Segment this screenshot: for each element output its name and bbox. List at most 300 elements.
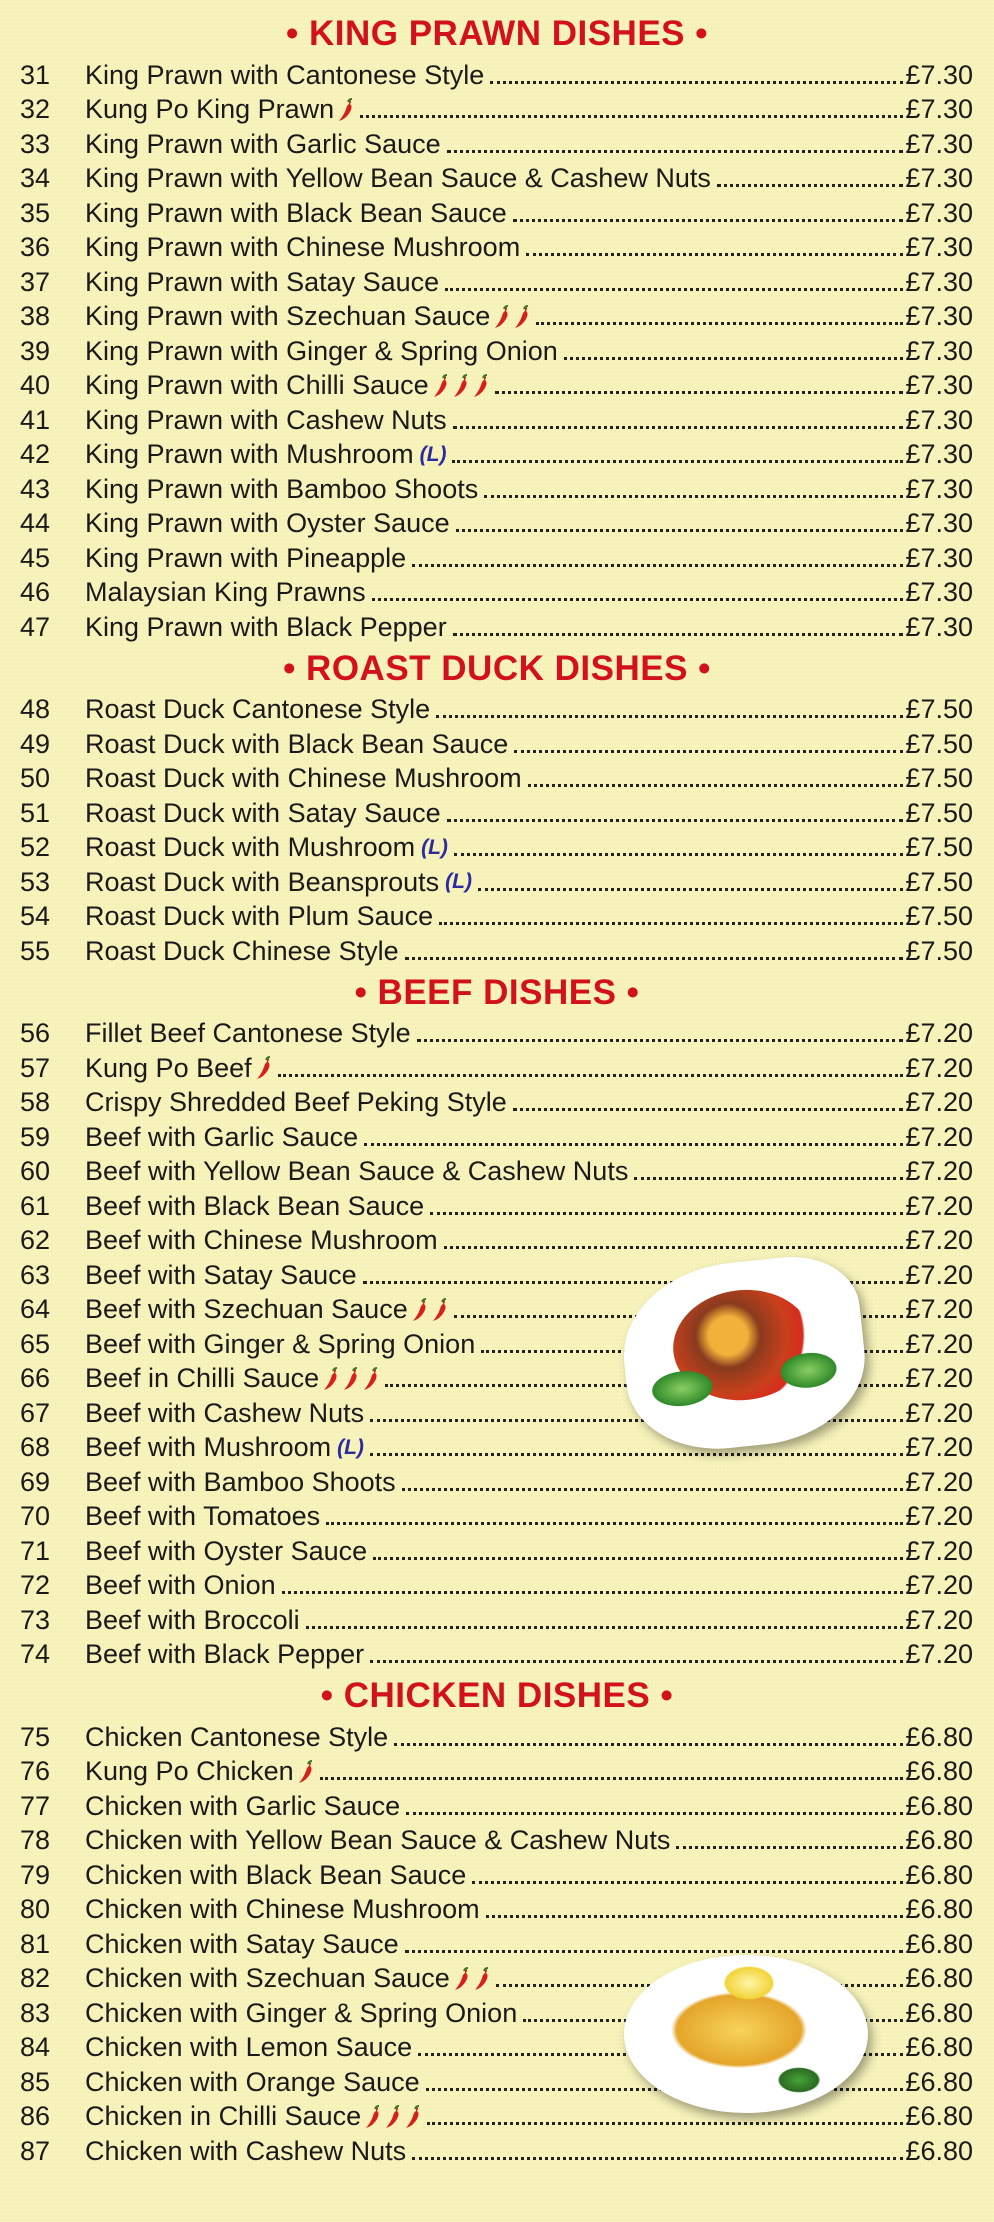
item-name: King Prawn with Chinese Mushroom xyxy=(85,232,521,263)
dotted-leader xyxy=(436,715,903,718)
item-name-wrap xyxy=(85,1963,490,1994)
item-name: Roast Duck with Beansprouts xyxy=(85,866,440,897)
item-name-wrap xyxy=(85,832,448,863)
item-price: £6.80 xyxy=(905,2135,973,2166)
chili-icon xyxy=(255,1056,272,1080)
item-name-wrap xyxy=(85,474,478,505)
item-price: £7.30 xyxy=(905,266,973,297)
item-name-wrap xyxy=(85,1998,517,2029)
menu-item xyxy=(0,796,994,831)
item-name: Roast Duck with Plum Sauce xyxy=(85,901,434,932)
menu-item xyxy=(0,1603,994,1638)
menu-item xyxy=(0,693,994,728)
dotted-leader xyxy=(453,426,904,429)
item-price: £7.50 xyxy=(905,901,973,932)
item-name-wrap xyxy=(85,370,489,401)
item-name-wrap xyxy=(85,1156,628,1187)
menu-item xyxy=(0,541,994,576)
chili-icon xyxy=(452,374,469,398)
item-name: Beef with Black Pepper xyxy=(85,1639,365,1670)
menu-item xyxy=(0,507,994,542)
item-number: 65 xyxy=(20,1328,51,1359)
dotted-leader xyxy=(528,784,904,787)
item-price: £6.80 xyxy=(905,1825,973,1856)
item-number: 39 xyxy=(20,335,51,366)
item-name: King Prawn with Pineapple xyxy=(85,542,407,573)
item-name: King Prawn with Black Pepper xyxy=(85,611,447,642)
item-number: 34 xyxy=(20,163,51,194)
item-name: Beef with Onion xyxy=(85,1570,276,1601)
dotted-leader xyxy=(282,1591,904,1594)
item-price: £6.80 xyxy=(905,1721,973,1752)
item-name-wrap xyxy=(85,2101,421,2132)
item-number: 47 xyxy=(20,611,51,642)
item-number: 81 xyxy=(20,1928,51,1959)
item-number: 44 xyxy=(20,508,51,539)
chili-icon xyxy=(297,1760,314,1784)
item-number: 31 xyxy=(20,59,51,90)
item-name: Chicken with Satay Sauce xyxy=(85,1928,399,1959)
item-price: £7.30 xyxy=(905,473,973,504)
item-number: 80 xyxy=(20,1894,51,1925)
dotted-leader xyxy=(405,1950,904,1953)
menu-item xyxy=(0,1893,994,1928)
dotted-leader xyxy=(306,1626,904,1629)
item-price: £7.20 xyxy=(905,1328,973,1359)
item-number: 49 xyxy=(20,728,51,759)
chili-icon xyxy=(364,2105,381,2129)
item-name-wrap xyxy=(85,439,446,470)
item-price: £7.30 xyxy=(905,611,973,642)
dotted-leader xyxy=(717,184,904,187)
menu-item xyxy=(0,369,994,404)
item-name-wrap xyxy=(85,798,441,829)
item-price: £7.20 xyxy=(905,1087,973,1118)
chili-icon xyxy=(432,374,449,398)
item-name: Chicken in Chilli Sauce xyxy=(85,2101,362,2132)
item-price: £7.50 xyxy=(905,694,973,725)
dotted-leader xyxy=(444,1246,904,1249)
menu-item xyxy=(0,1534,994,1569)
item-price: £7.20 xyxy=(905,1190,973,1221)
item-name: Beef with Oyster Sauce xyxy=(85,1535,368,1566)
item-price: £7.30 xyxy=(905,370,973,401)
item-number: 84 xyxy=(20,2032,51,2063)
large-size-tag: (L) xyxy=(421,835,448,859)
item-name: Chicken Cantonese Style xyxy=(85,1721,389,1752)
chili-icon xyxy=(384,2105,401,2129)
item-name-wrap xyxy=(85,1122,358,1153)
item-name: Chicken with Yellow Bean Sauce & Cashew Nuts xyxy=(85,1825,671,1856)
menu-section xyxy=(0,10,994,645)
dotted-leader xyxy=(513,1108,904,1111)
item-name-wrap xyxy=(85,1087,507,1118)
dotted-leader xyxy=(634,1177,903,1180)
item-price: £7.30 xyxy=(905,577,973,608)
large-size-tag: (L) xyxy=(419,442,447,466)
dotted-leader xyxy=(447,150,904,153)
item-number: 45 xyxy=(20,542,51,573)
menu-item xyxy=(0,1224,994,1259)
item-number: 51 xyxy=(20,797,51,828)
dotted-leader xyxy=(370,1453,903,1456)
item-number: 73 xyxy=(20,1604,51,1635)
item-price: £7.20 xyxy=(905,1397,973,1428)
dotted-leader xyxy=(513,219,904,222)
chili-icon xyxy=(472,374,489,398)
dotted-leader xyxy=(402,1488,904,1491)
item-number: 77 xyxy=(20,1790,51,1821)
item-name-wrap xyxy=(85,1756,314,1787)
chicken-dish-photo xyxy=(624,1955,868,2113)
item-name-wrap xyxy=(85,729,508,760)
item-name-wrap xyxy=(85,94,354,125)
item-price: £6.80 xyxy=(905,1790,973,1821)
item-price: £7.50 xyxy=(905,832,973,863)
item-name: Roast Duck Cantonese Style xyxy=(85,694,431,725)
item-name-wrap xyxy=(85,60,484,91)
menu-item xyxy=(0,1189,994,1224)
item-number: 61 xyxy=(20,1190,51,1221)
section-heading: • ROAST DUCK DISHES • xyxy=(283,648,711,688)
item-number: 48 xyxy=(20,694,51,725)
menu-item xyxy=(0,127,994,162)
item-name-wrap xyxy=(85,2067,420,2098)
menu-item xyxy=(0,265,994,300)
chili-icon xyxy=(493,305,510,329)
item-name: Beef with Black Bean Sauce xyxy=(85,1190,425,1221)
item-number: 38 xyxy=(20,301,51,332)
item-number: 36 xyxy=(20,232,51,263)
item-number: 82 xyxy=(20,1963,51,1994)
item-number: 59 xyxy=(20,1121,51,1152)
section-heading: • BEEF DISHES • xyxy=(354,972,640,1012)
menu-item xyxy=(0,831,994,866)
item-name-wrap xyxy=(85,508,450,539)
item-name-wrap xyxy=(85,129,441,160)
item-name: Roast Duck with Mushroom xyxy=(85,832,416,863)
item-price: £7.20 xyxy=(905,1639,973,1670)
item-number: 46 xyxy=(20,577,51,608)
menu-item xyxy=(0,300,994,335)
chili-icon xyxy=(404,2105,421,2129)
item-name: Chicken with Cashew Nuts xyxy=(85,2135,407,2166)
item-number: 68 xyxy=(20,1432,51,1463)
item-price: £6.80 xyxy=(905,1928,973,1959)
item-name: Kung Po Chicken xyxy=(85,1756,294,1787)
menu-section xyxy=(0,645,994,969)
item-price: £6.80 xyxy=(905,1859,973,1890)
item-name: King Prawn with Garlic Sauce xyxy=(85,128,441,159)
dotted-leader xyxy=(454,853,903,856)
item-name-wrap xyxy=(85,163,711,194)
menu-item xyxy=(0,231,994,266)
item-number: 33 xyxy=(20,128,51,159)
item-price: £7.30 xyxy=(905,439,973,470)
dotted-leader xyxy=(564,357,904,360)
item-name: King Prawn with Black Bean Sauce xyxy=(85,197,507,228)
item-name: Beef with Yellow Bean Sauce & Cashew Nuts xyxy=(85,1156,629,1187)
item-name-wrap xyxy=(85,901,433,932)
item-name: Malaysian King Prawns xyxy=(85,577,366,608)
dotted-leader xyxy=(373,1557,903,1560)
dotted-leader xyxy=(490,81,903,84)
chili-icon xyxy=(453,1967,470,1991)
item-number: 60 xyxy=(20,1156,51,1187)
item-name-wrap xyxy=(85,1825,670,1856)
menu-item xyxy=(0,93,994,128)
item-number: 58 xyxy=(20,1087,51,1118)
item-name: Fillet Beef Cantonese Style xyxy=(85,1018,411,1049)
menu-item xyxy=(0,1051,994,1086)
item-number: 62 xyxy=(20,1225,51,1256)
item-name: Chicken with Orange Sauce xyxy=(85,2066,420,2097)
item-price: £7.30 xyxy=(905,301,973,332)
item-name-wrap xyxy=(85,1432,364,1463)
dotted-leader xyxy=(360,115,903,118)
item-name-wrap xyxy=(85,336,558,367)
item-price: £7.30 xyxy=(905,335,973,366)
menu-item xyxy=(0,727,994,762)
item-name: Beef with Tomatoes xyxy=(85,1501,321,1532)
item-name: Chicken with Lemon Sauce xyxy=(85,2032,413,2063)
menu-item xyxy=(0,1465,994,1500)
item-name-wrap xyxy=(85,2032,412,2063)
item-name: Kung Po King Prawn xyxy=(85,94,335,125)
item-number: 37 xyxy=(20,266,51,297)
item-name: Beef with Mushroom xyxy=(85,1432,332,1463)
chili-icon xyxy=(513,305,530,329)
menu-item xyxy=(0,576,994,611)
item-name: King Prawn with Bamboo Shoots xyxy=(85,473,479,504)
item-price: £7.30 xyxy=(905,163,973,194)
item-name-wrap xyxy=(85,1501,320,1532)
item-name-wrap xyxy=(85,405,447,436)
menu-item xyxy=(0,1638,994,1673)
chili-icon xyxy=(362,1367,379,1391)
menu-item xyxy=(0,162,994,197)
item-price: £7.30 xyxy=(905,128,973,159)
item-name-wrap xyxy=(85,1722,388,1753)
item-name: Chicken with Black Bean Sauce xyxy=(85,1859,467,1890)
dotted-leader xyxy=(427,2122,903,2125)
item-name: Beef with Ginger & Spring Onion xyxy=(85,1328,476,1359)
item-name: King Prawn with Cashew Nuts xyxy=(85,404,447,435)
item-number: 78 xyxy=(20,1825,51,1856)
item-name-wrap xyxy=(85,1363,379,1394)
item-name-wrap xyxy=(85,1860,466,1891)
dotted-leader xyxy=(278,1074,904,1077)
item-number: 57 xyxy=(20,1052,51,1083)
item-number: 69 xyxy=(20,1466,51,1497)
item-price: £7.30 xyxy=(905,197,973,228)
menu-item xyxy=(0,1086,994,1121)
dotted-leader xyxy=(452,460,903,463)
menu-item xyxy=(0,403,994,438)
item-name-wrap xyxy=(85,763,522,794)
dotted-leader xyxy=(372,598,904,601)
chili-icon xyxy=(337,98,354,122)
dotted-leader xyxy=(514,750,903,753)
item-number: 71 xyxy=(20,1535,51,1566)
item-name-wrap xyxy=(85,1260,357,1291)
menu-item xyxy=(0,1927,994,1962)
item-price: £7.20 xyxy=(905,1156,973,1187)
dotted-leader xyxy=(536,322,903,325)
item-name: Beef with Garlic Sauce xyxy=(85,1121,359,1152)
dotted-leader xyxy=(412,564,903,567)
item-name: Roast Duck with Chinese Mushroom xyxy=(85,763,522,794)
item-price: £6.80 xyxy=(905,2066,973,2097)
item-name-wrap xyxy=(85,543,406,574)
menu-item xyxy=(0,1755,994,1790)
chili-icon xyxy=(431,1298,448,1322)
item-price: £7.20 xyxy=(905,1018,973,1049)
menu-item xyxy=(0,2100,994,2135)
menu-item xyxy=(0,1120,994,1155)
item-name-wrap xyxy=(85,1398,364,1429)
menu-item xyxy=(0,472,994,507)
item-number: 41 xyxy=(20,404,51,435)
item-name: Chicken with Garlic Sauce xyxy=(85,1790,401,1821)
item-number: 86 xyxy=(20,2101,51,2132)
item-price: £6.80 xyxy=(905,1894,973,1925)
item-name-wrap xyxy=(85,694,430,725)
item-number: 40 xyxy=(20,370,51,401)
item-price: £7.20 xyxy=(905,1570,973,1601)
chili-icon xyxy=(342,1367,359,1391)
item-price: £7.30 xyxy=(905,542,973,573)
item-name-wrap xyxy=(85,301,530,332)
item-name-wrap xyxy=(85,198,507,229)
item-number: 53 xyxy=(20,866,51,897)
item-name: Roast Duck Chinese Style xyxy=(85,935,399,966)
item-number: 74 xyxy=(20,1639,51,1670)
item-name-wrap xyxy=(85,1536,367,1567)
item-number: 43 xyxy=(20,473,51,504)
item-name-wrap xyxy=(85,1639,364,1670)
dotted-leader xyxy=(417,1039,904,1042)
item-price: £6.80 xyxy=(905,2032,973,2063)
item-number: 67 xyxy=(20,1397,51,1428)
item-price: £7.20 xyxy=(905,1259,973,1290)
item-name: King Prawn with Szechuan Sauce xyxy=(85,301,491,332)
item-name-wrap xyxy=(85,2136,406,2167)
item-number: 66 xyxy=(20,1363,51,1394)
chili-icon xyxy=(322,1367,339,1391)
item-price: £6.80 xyxy=(905,1997,973,2028)
item-name: Beef with Broccoli xyxy=(85,1604,300,1635)
item-price: £7.20 xyxy=(905,1363,973,1394)
chili-icon xyxy=(411,1298,428,1322)
item-name-wrap xyxy=(85,867,472,898)
item-number: 70 xyxy=(20,1501,51,1532)
dotted-leader xyxy=(484,495,903,498)
item-price: £7.50 xyxy=(905,728,973,759)
item-name-wrap xyxy=(85,1791,400,1822)
item-price: £7.20 xyxy=(905,1432,973,1463)
menu-item xyxy=(0,334,994,369)
item-name: King Prawn with Chilli Sauce xyxy=(85,370,429,401)
item-number: 87 xyxy=(20,2135,51,2166)
dotted-leader xyxy=(412,2157,903,2160)
large-size-tag: (L) xyxy=(337,1435,364,1459)
dotted-leader xyxy=(447,819,904,822)
item-name-wrap xyxy=(85,1467,396,1498)
item-number: 56 xyxy=(20,1018,51,1049)
dotted-leader xyxy=(326,1522,903,1525)
item-name-wrap xyxy=(85,1053,272,1084)
item-name: Beef with Bamboo Shoots xyxy=(85,1466,396,1497)
dotted-leader xyxy=(439,922,903,925)
item-name: King Prawn with Oyster Sauce xyxy=(85,508,450,539)
dotted-leader xyxy=(405,957,904,960)
item-price: £7.20 xyxy=(905,1294,973,1325)
menu xyxy=(0,10,994,2169)
item-number: 76 xyxy=(20,1756,51,1787)
item-name: Beef in Chilli Sauce xyxy=(85,1363,320,1394)
dotted-leader xyxy=(370,1660,903,1663)
menu-item xyxy=(0,438,994,473)
item-name: King Prawn with Mushroom xyxy=(85,439,414,470)
dotted-leader xyxy=(676,1846,903,1849)
item-price: £7.20 xyxy=(905,1052,973,1083)
item-price: £7.30 xyxy=(905,94,973,125)
large-size-tag: (L) xyxy=(445,870,472,894)
item-name-wrap xyxy=(85,1894,480,1925)
menu-section xyxy=(0,1672,994,2169)
menu-item xyxy=(0,1789,994,1824)
item-number: 32 xyxy=(20,94,51,125)
item-name: King Prawn with Yellow Bean Sauce & Cashew Nuts xyxy=(85,163,711,194)
item-price: £7.50 xyxy=(905,866,973,897)
menu-item xyxy=(0,1017,994,1052)
chili-icon xyxy=(473,1967,490,1991)
item-price: £7.20 xyxy=(905,1604,973,1635)
item-name-wrap xyxy=(85,1225,438,1256)
item-price: £7.20 xyxy=(905,1121,973,1152)
item-name: Crispy Shredded Beef Peking Style xyxy=(85,1087,507,1118)
menu-item xyxy=(0,2134,994,2169)
item-name: Chicken with Ginger & Spring Onion xyxy=(85,1997,518,2028)
dotted-leader xyxy=(320,1777,904,1780)
item-name: King Prawn with Satay Sauce xyxy=(85,266,440,297)
item-name: King Prawn with Cantonese Style xyxy=(85,59,485,90)
item-name-wrap xyxy=(85,1191,424,1222)
menu-item xyxy=(0,1858,994,1893)
item-price: £6.80 xyxy=(905,1756,973,1787)
menu-item xyxy=(0,1569,994,1604)
dotted-leader xyxy=(394,1743,903,1746)
item-number: 52 xyxy=(20,832,51,863)
item-price: £6.80 xyxy=(905,1963,973,1994)
item-name-wrap xyxy=(85,612,447,643)
menu-item xyxy=(0,1720,994,1755)
item-price: £7.20 xyxy=(905,1466,973,1497)
item-name: Beef with Chinese Mushroom xyxy=(85,1225,438,1256)
item-price: £7.20 xyxy=(905,1225,973,1256)
menu-item xyxy=(0,1500,994,1535)
menu-item xyxy=(0,1155,994,1190)
item-price: £7.30 xyxy=(905,232,973,263)
menu-item xyxy=(0,900,994,935)
item-name-wrap xyxy=(85,232,520,263)
menu-item xyxy=(0,934,994,969)
item-name: Beef with Szechuan Sauce xyxy=(85,1294,408,1325)
item-number: 55 xyxy=(20,935,51,966)
dotted-leader xyxy=(495,391,904,394)
dotted-leader xyxy=(472,1881,903,1884)
